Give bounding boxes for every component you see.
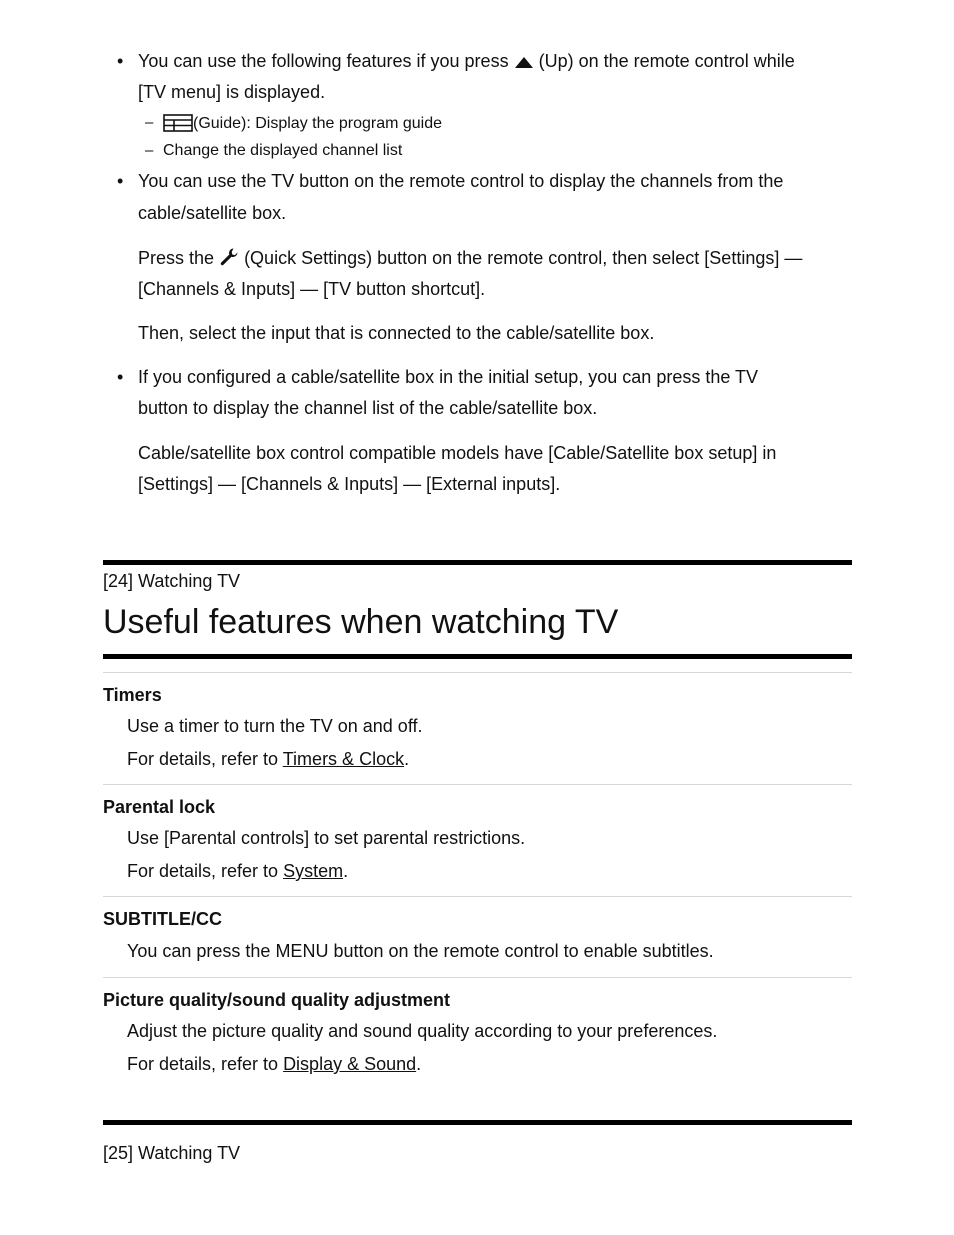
quick-settings-paragraph-line-1: Press the (Quick Settings) button on the remote control, then select [Settings] — (138, 248, 803, 268)
page-title: Useful features when watching TV (103, 603, 619, 641)
title-underline (103, 654, 852, 659)
system-link[interactable]: System (283, 861, 344, 881)
feature-heading-parental-lock: Parental lock (103, 797, 216, 817)
feature-reference: For details, refer to System. (127, 861, 349, 881)
up-triangle-icon (514, 56, 534, 70)
feature-reference: For details, refer to Timers & Clock. (127, 749, 410, 769)
bullet-1-line-2: [TV menu] is displayed. (138, 82, 326, 102)
feature-heading-picture-sound: Picture quality/sound quality adjustment (103, 990, 451, 1010)
quick-settings-paragraph-line-2: [Channels & Inputs] — [TV button shortcut]. (138, 279, 486, 299)
compatible-models-line-2: [Settings] — [Channels & Inputs] — [External inputs]. (138, 474, 561, 494)
display-sound-link[interactable]: Display & Sound (283, 1054, 417, 1074)
breadcrumb: [24] Watching TV (103, 571, 241, 591)
sub-item-channel-list: Change the displayed channel list (163, 142, 403, 159)
feature-description: Use [Parental controls] to set parental restrictions. (127, 828, 526, 848)
dash-marker: – (145, 142, 154, 159)
feature-heading-timers: Timers (103, 685, 162, 705)
feature-divider (103, 784, 852, 785)
bullet-marker: • (117, 367, 124, 387)
bullet-3-line-1: If you configured a cable/satellite box in the initial setup, you can press the TV (138, 367, 759, 387)
feature-description: Adjust the picture quality and sound quality according to your preferences. (127, 1021, 718, 1041)
section-divider (103, 560, 852, 565)
feature-description: You can press the MENU button on the remote control to enable subtitles. (127, 941, 714, 961)
bullet-marker: • (117, 51, 124, 71)
bullet-2-line-2: cable/satellite box. (138, 203, 287, 223)
compatible-models-line-1: Cable/satellite box control compatible models have [Cable/Satellite box setup] in (138, 443, 777, 463)
feature-reference: For details, refer to Display & Sound. (127, 1054, 422, 1074)
bullet-2-line-1: You can use the TV button on the remote control to display the channels from the (138, 171, 784, 191)
bullet-3-line-2: button to display the channel list of the cable/satellite box. (138, 398, 598, 418)
bullet-1-line-1: You can use the following features if you press (Up) on the remote control while (138, 51, 795, 71)
wrench-icon (219, 247, 239, 267)
feature-description: Use a timer to turn the TV on and off. (127, 716, 423, 736)
section-divider (103, 1120, 852, 1125)
select-input-paragraph: Then, select the input that is connected to the cable/satellite box. (138, 323, 655, 343)
dash-marker: – (145, 114, 154, 131)
bullet-marker: • (117, 171, 124, 191)
sub-item-guide: (Guide): Display the program guide (163, 114, 442, 133)
feature-divider (103, 896, 852, 897)
feature-heading-subtitle-cc: SUBTITLE/CC (103, 909, 222, 929)
guide-icon (163, 114, 193, 132)
timers-clock-link[interactable]: Timers & Clock (282, 749, 405, 769)
feature-divider (103, 672, 852, 673)
breadcrumb: [25] Watching TV (103, 1143, 241, 1163)
feature-divider (103, 977, 852, 978)
